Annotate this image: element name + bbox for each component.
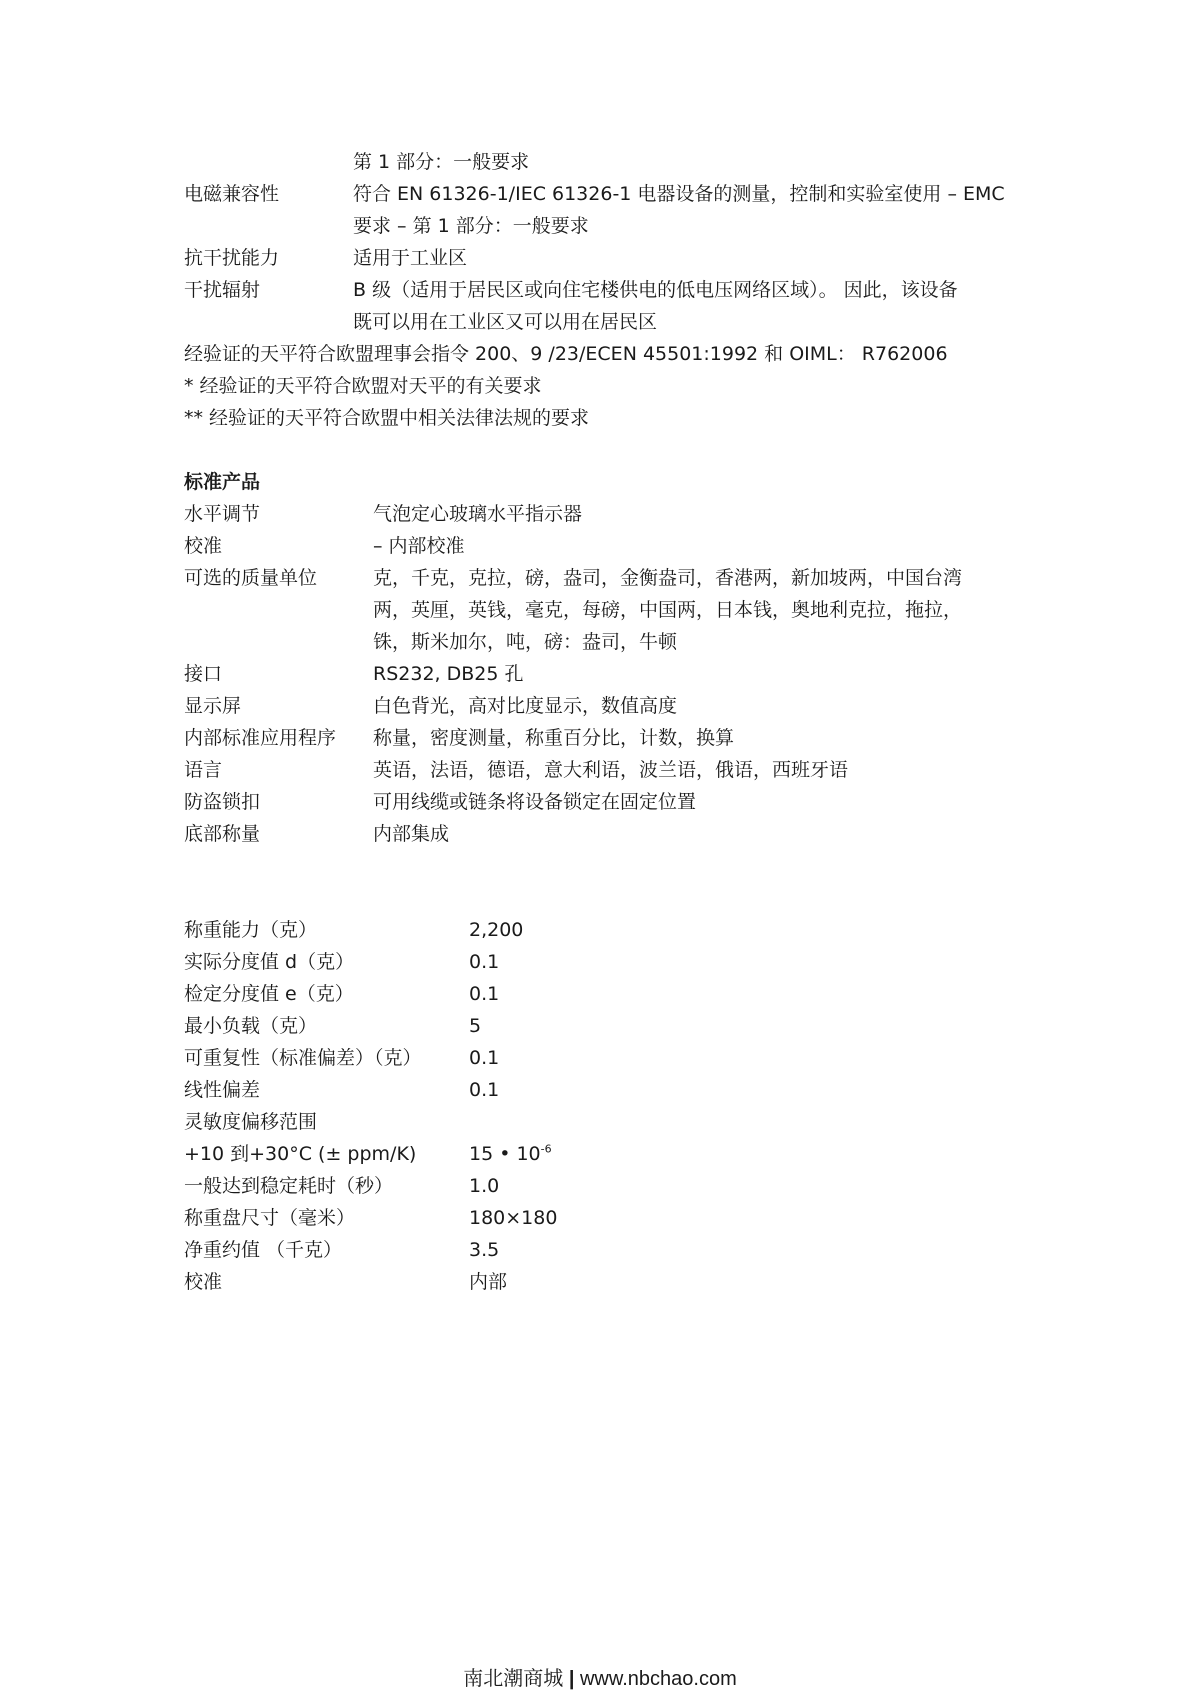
std-value-units-2: 两，英厘，英钱，毫克，每磅，中国两，日本钱，奥地利克拉，拖拉，	[373, 599, 963, 621]
emission-line-2: 既可以用在工业区又可以用在居民区	[353, 311, 658, 333]
page-footer	[0, 1666, 1200, 1692]
spec-label-pan-size: 称重盘尺寸（毫米）	[184, 1207, 356, 1229]
std-label-below-weighing: 底部称量	[184, 823, 261, 845]
immunity-value: 适用于工业区	[353, 247, 468, 269]
spec-label-verification: 检定分度值 e（克）	[184, 983, 354, 1005]
emc-line-1: 符合 EN 61326-1/IEC 61326-1 电器设备的测量，控制和实验室使用 – EMC	[353, 183, 1005, 205]
spec-value-min-load: 5	[469, 1015, 482, 1037]
standard-heading: 标准产品	[184, 471, 261, 493]
spec-value-repeatability: 0.1	[469, 1047, 500, 1069]
std-label-interface: 接口	[184, 663, 223, 685]
std-value-level: 气泡定心玻璃水平指示器	[373, 503, 583, 525]
std-value-below-weighing: 内部集成	[373, 823, 450, 845]
spec-label-min-load: 最小负载（克）	[184, 1015, 318, 1037]
std-label-display: 显示屏	[184, 695, 242, 717]
std-label-languages: 语言	[184, 759, 223, 781]
spec-label-calibration: 校准	[184, 1271, 223, 1293]
std-value-display: 白色背光，高对比度显示，数值高度	[373, 695, 678, 717]
spec-label-drift-temp: +10 到+30°C (± ppm/K)	[184, 1143, 417, 1165]
spec-value-net-weight: 3.5	[469, 1239, 500, 1261]
safety-standard-tail: 第 1 部分：一般要求	[353, 151, 530, 173]
std-label-units: 可选的质量单位	[184, 567, 318, 589]
footer-site-name: 南北潮商城	[463, 1668, 564, 1690]
std-value-units-1: 克，千克，克拉，磅，盎司，金衡盎司，香港两，新加坡两，中国台湾	[373, 567, 963, 589]
spec-value-verification: 0.1	[469, 983, 500, 1005]
spec-value-settling: 1.0	[469, 1175, 500, 1197]
footer-separator: |	[568, 1668, 575, 1690]
emission-label: 干扰辐射	[184, 279, 261, 301]
std-value-languages: 英语，法语，德语，意大利语，波兰语，俄语，西班牙语	[373, 759, 849, 781]
spec-label-repeatability: 可重复性（标准偏差）（克）	[184, 1047, 422, 1069]
drift-exponent: -6	[540, 1142, 552, 1156]
std-label-calibration: 校准	[184, 535, 223, 557]
spec-label-settling: 一般达到稳定耗时（秒）	[184, 1175, 394, 1197]
std-label-level: 水平调节	[184, 503, 261, 525]
drift-base: 15 • 10	[469, 1143, 541, 1165]
spec-label-net-weight: 净重约值 （千克）	[184, 1239, 343, 1261]
verified-statement: 经验证的天平符合欧盟理事会指令 200、9 /23/ECEN 45501:1992 和 OIML： R762006	[184, 343, 948, 365]
std-label-apps: 内部标准应用程序	[184, 727, 337, 749]
spec-value-readability: 0.1	[469, 951, 500, 973]
std-value-lock: 可用线缆或链条将设备锁定在固定位置	[373, 791, 697, 813]
emission-line-1: B 级（适用于居民区或向住宅楼供电的低电压网络区域）。 因此，该设备	[353, 279, 958, 301]
spec-value-pan-size: 180×180	[469, 1207, 558, 1229]
spec-value-capacity: 2,200	[469, 919, 524, 941]
spec-label-readability: 实际分度值 d（克）	[184, 951, 355, 973]
spec-value-drift	[469, 1142, 552, 1166]
immunity-label: 抗干扰能力	[184, 247, 280, 269]
spec-value-linearity: 0.1	[469, 1079, 500, 1101]
emc-label: 电磁兼容性	[184, 183, 280, 205]
std-value-units-3: 铢，斯米加尔，吨，磅：盎司，牛顿	[373, 631, 678, 653]
spec-label-capacity: 称重能力（克）	[184, 919, 318, 941]
spec-value-calibration: 内部	[469, 1271, 508, 1293]
std-label-lock: 防盗锁扣	[184, 791, 261, 813]
footnote-2: ** 经验证的天平符合欧盟中相关法律法规的要求	[184, 407, 590, 429]
spec-label-linearity: 线性偏差	[184, 1079, 261, 1101]
spec-label-drift-range: 灵敏度偏移范围	[184, 1111, 318, 1133]
std-value-calibration: – 内部校准	[373, 535, 465, 557]
std-value-interface: RS232, DB25 孔	[373, 663, 524, 685]
std-value-apps: 称量，密度测量，称重百分比，计数，换算	[373, 727, 735, 749]
footnote-1: * 经验证的天平符合欧盟对天平的有关要求	[184, 375, 542, 397]
footer-url[interactable]: www.nbchao.com	[579, 1668, 737, 1690]
emc-line-2: 要求 – 第 1 部分：一般要求	[353, 215, 589, 237]
